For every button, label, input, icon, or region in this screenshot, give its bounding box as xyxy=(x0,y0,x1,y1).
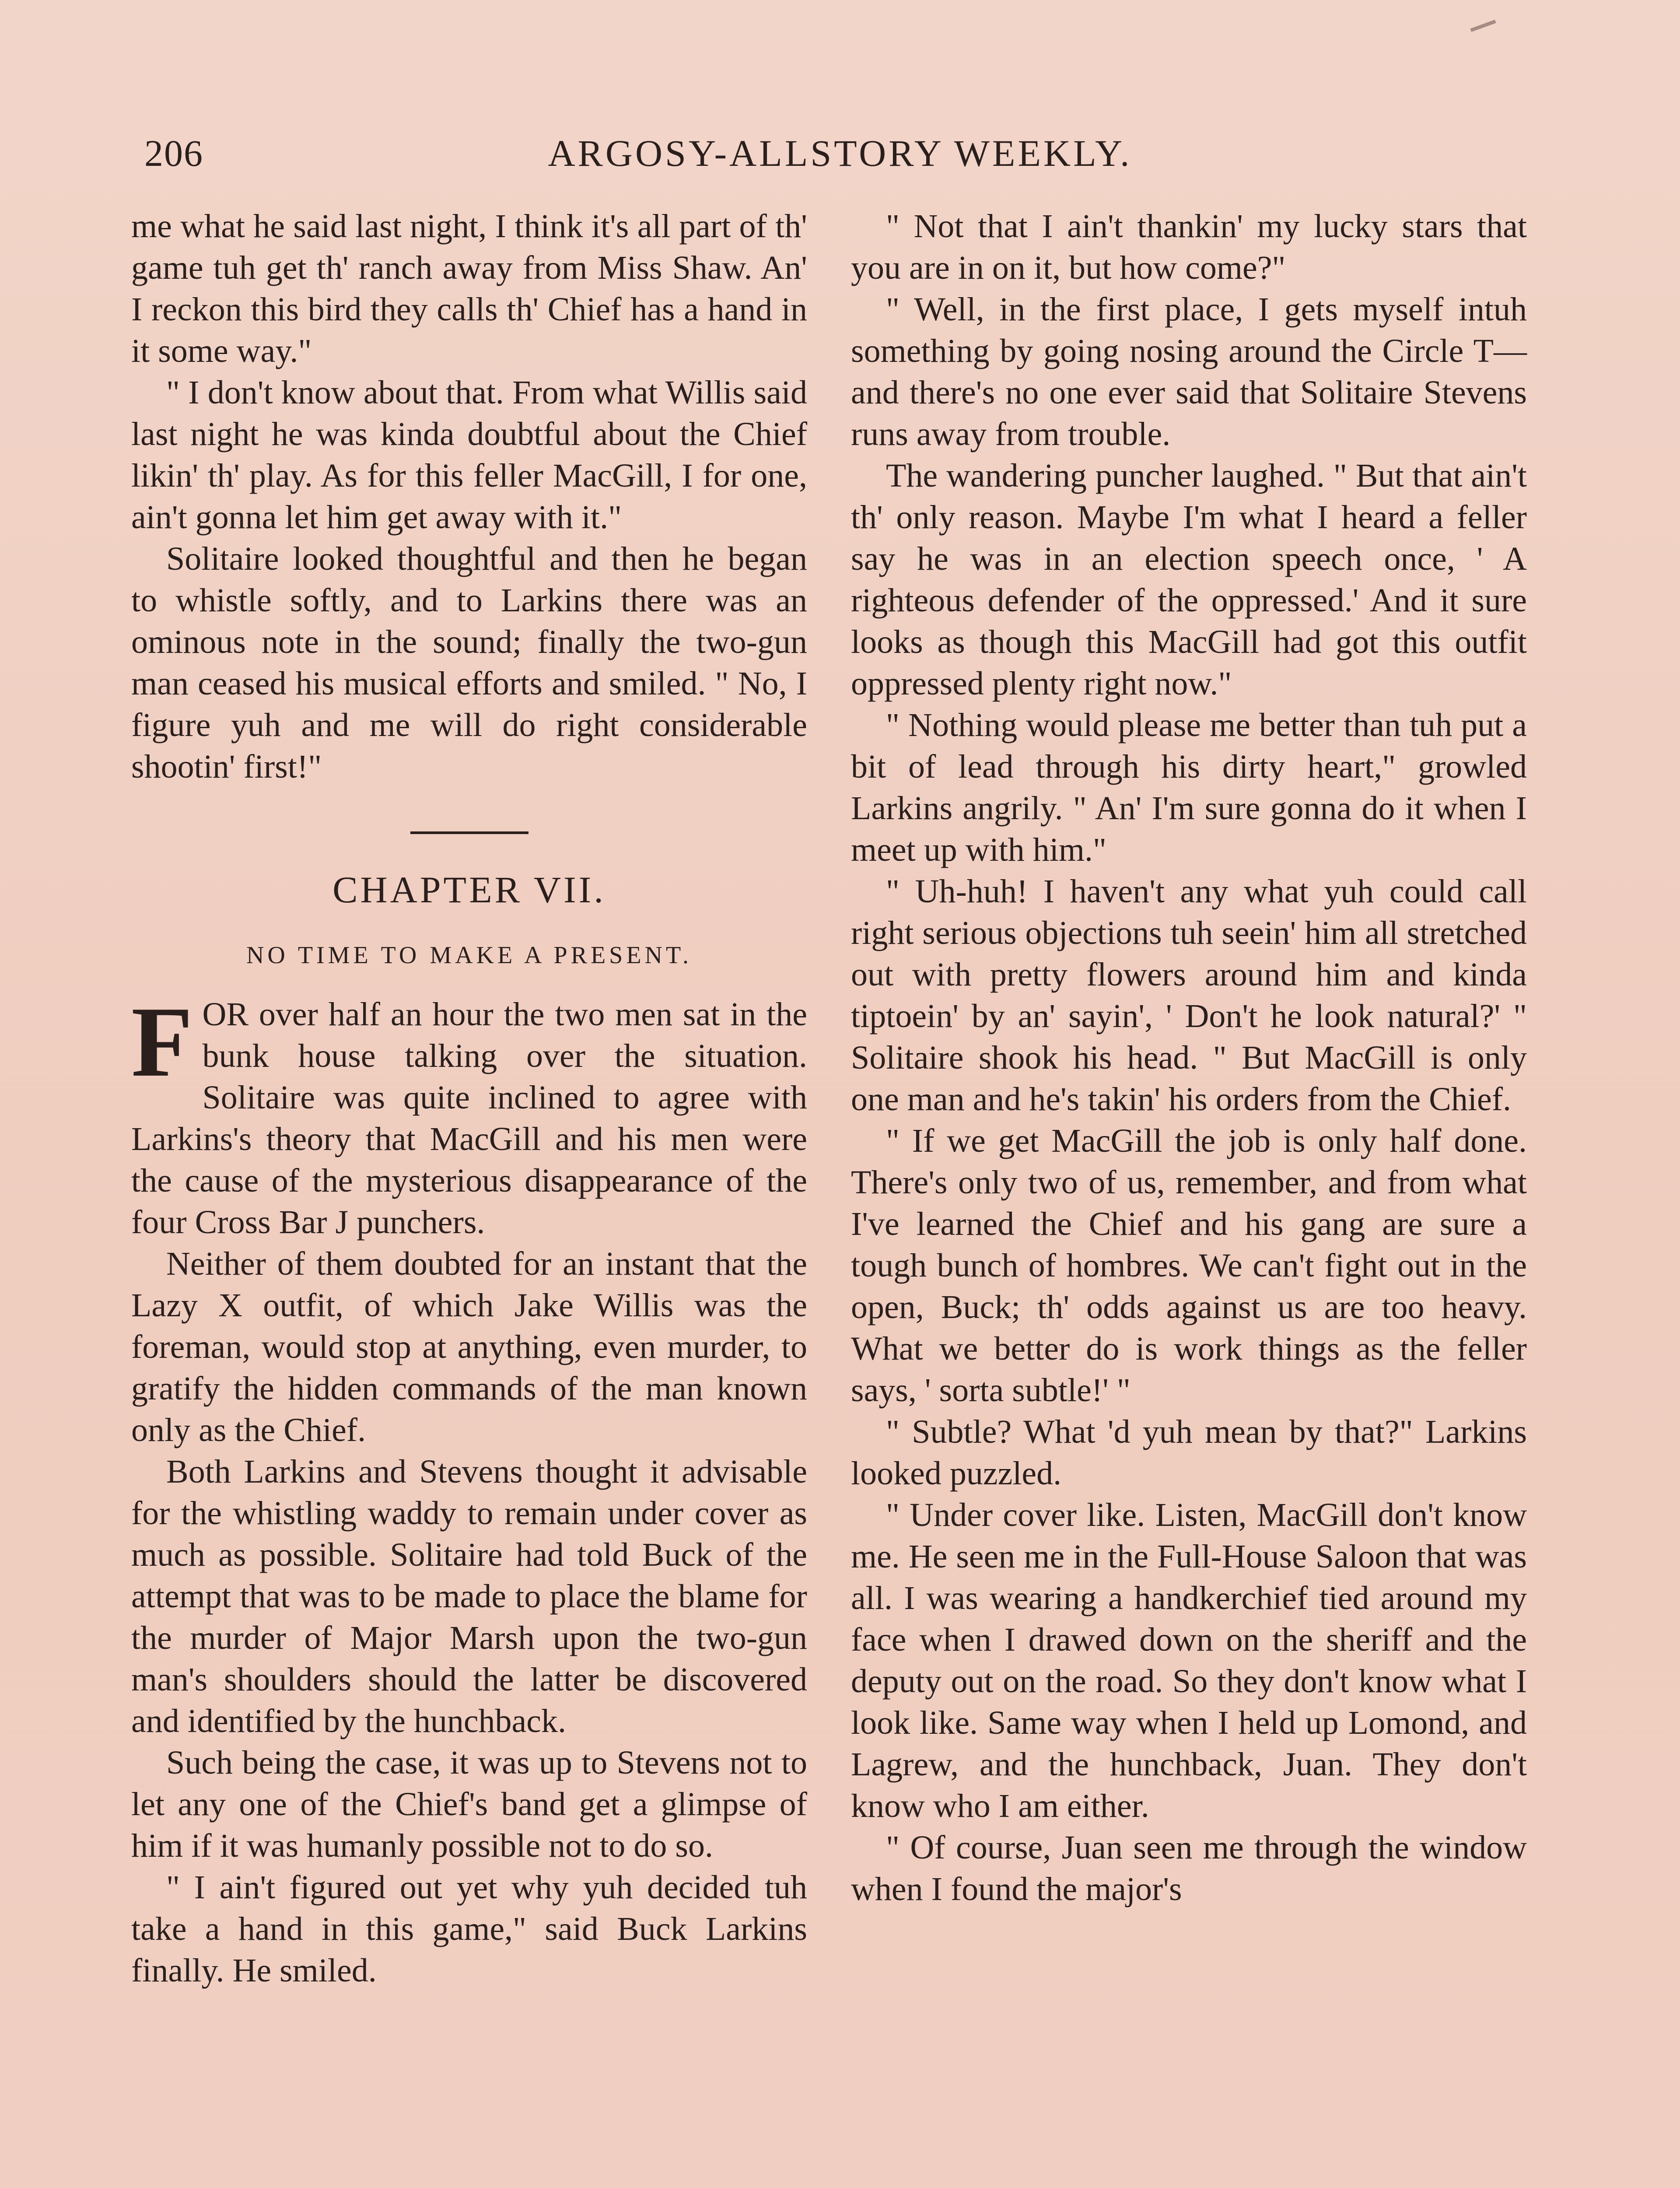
paragraph: " Uh-huh! I haven't any what yuh could call right serious objections tuh seein' him all stretched out with pretty flowers around him and kinda tiptoein' by an' sayin', ' Don't he look natural?' " Solitaire shook his head. " But MacGill is only one man and he's takin' his orders from the Chief. xyxy=(851,873,1527,1118)
first-paragraph-text: OR over half an hour the two men sat in the bunk house talking over the situation. Solitaire was quite inclined to agree with Larkins's theory that MacGill and his men were the cause of the mysterious disappearance of the four Cross Bar J punchers. xyxy=(131,996,807,1241)
page-header xyxy=(144,131,1536,184)
paragraph: " Not that I ain't thankin' my lucky stars that you are in on it, but how come?" xyxy=(851,208,1527,286)
chapter-subtitle: NO TIME TO MAKE A PRESENT. xyxy=(246,942,693,969)
paragraph: me what he said last night, I think it's all part of th' game tuh get th' ranch away from Miss Shaw. An' I reckon this bird they calls th' Chief has a hand in it some way." xyxy=(131,208,807,369)
paragraph: " Subtle? What 'd yuh mean by that?" Larkins looked puzzled. xyxy=(851,1413,1527,1492)
paragraph: The wandering puncher laughed. " But that ain't th' only reason. Maybe I'm what I heard a feller say he was in an election speech once, ' A righteous defender of the oppressed.' And it sure looks as though this MacGill had got this outfit oppressed plenty right now." xyxy=(851,457,1527,702)
paragraph: Both Larkins and Stevens thought it advisable for the whistling waddy to remain under cover as much as possible. Solitaire had told Buck of the attempt that was to be made to place the blame for the murder of Major Marsh upon the two-gun man's shoulders should the latter be discovered and identified by the hunchback. xyxy=(131,1453,807,1739)
chapter-heading: CHAPTER VII. xyxy=(332,869,606,911)
paragraph: " If we get MacGill the job is only half done. There's only two of us, remember, and from what I've learned the Chief and his gang are sure a tough bunch of hombres. We can't fight out in the open, Buck; th' odds against us are too heavy. What we better do is work things as the feller says, ' sorta subtle!' " xyxy=(851,1122,1527,1409)
chapter-first-paragraph xyxy=(131,986,807,1243)
page-number: 206 xyxy=(144,132,203,174)
section-divider xyxy=(410,831,528,834)
paragraph: Neither of them doubted for an instant that the Lazy X outfit, of which Jake Willis was the foreman, would stop at anything, even murder, to gratify the hidden commands of the man known only as the Chief. xyxy=(131,1245,807,1448)
left-column xyxy=(131,206,807,1992)
paragraph: " I ain't figured out yet why yuh decided tuh take a hand in this game," said Buck Larkins finally. He smiled. xyxy=(131,1869,807,1989)
right-column xyxy=(851,206,1527,1910)
paragraph: Such being the case, it was up to Stevens not to let any one of the Chief's band get a glimpse of him if it was humanly possible not to do so. xyxy=(131,1744,807,1864)
running-title: ARGOSY-ALLSTORY WEEKLY. xyxy=(548,132,1132,174)
paragraph: Solitaire looked thoughtful and then he began to whistle softly, and to Larkins there was an ominous note in the sound; finally the two-gun man ceased his musical efforts and smiled. " No, I figure yuh and me will do right considerable shootin' first!" xyxy=(131,540,807,785)
drop-cap: F xyxy=(131,986,193,1098)
paragraph: " Of course, Juan seen me through the window when I found the major's xyxy=(851,1829,1527,1907)
paragraph: " Well, in the first place, I gets myself intuh something by going nosing around the Circle T—and there's no one ever said that Solitaire Stevens runs away from trouble. xyxy=(851,291,1527,452)
paragraph: " Nothing would please me better than tuh put a bit of lead through his dirty heart," growled Larkins angrily. " An' I'm sure gonna do it when I meet up with him." xyxy=(851,707,1527,868)
paragraph: " Under cover like. Listen, MacGill don't know me. He seen me in the Full-House Saloon that was all. I was wearing a handkerchief tied around my face when I drawed down on the sheriff and the deputy out on the road. So they don't know what I look like. Same way when I held up Lomond, and Lagrew, and the hunchback, Juan. They don't know who I am either. xyxy=(851,1497,1527,1824)
paper-mark xyxy=(1470,20,1496,32)
paragraph: " I don't know about that. From what Willis said last night he was kinda doubtful about the Chief likin' th' play. As for this feller MacGill, I for one, ain't gonna let him get away with it." xyxy=(131,374,807,536)
